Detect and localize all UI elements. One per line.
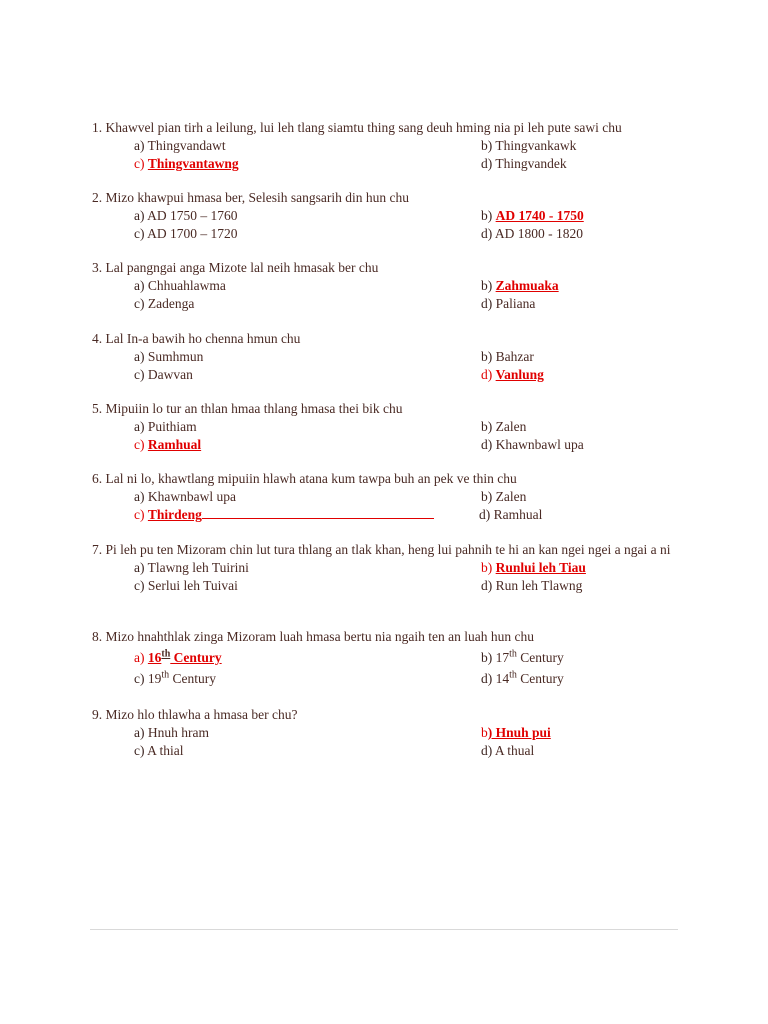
question-6 [92,470,672,524]
option-c: c) 19th Century [134,669,217,686]
option-c-correct: c) Ramhual [134,437,202,452]
option-d: d) Paliana [481,296,536,311]
options-row [92,488,672,506]
option-a-correct: a) 16th Century [134,648,222,665]
question-text: 8. Mizo hnahthlak zinga Mizoram luah hmasa bertu nia ngaih ten an luah hun chu [92,629,534,644]
question-text: 4. Lal In-a bawih ho chenna hmun chu [92,331,301,346]
question-text: 5. Mipuiin lo tur an thlan hmaa thlang hmasa thei bik chu [92,401,403,416]
option-d: d) A thual [481,743,535,758]
options-row [92,225,672,243]
options-row [92,646,672,667]
option-d: d) 14th Century [481,669,564,686]
question-2 [92,189,672,243]
question-text: 2. Mizo khawpui hmasa ber, Selesih sangsarih din hun chu [92,190,410,205]
footer-divider [90,929,678,930]
option-b: b) Zalen [481,489,527,504]
option-b: b) 17th Century [481,648,564,665]
question-4 [92,330,672,384]
option-c: c) A thial [134,743,184,758]
option-a: a) Khawnbawl upa [134,489,236,504]
question-text: 6. Lal ni lo, khawtlang mipuiin hlawh atana kum tawpa buh an pek ve thin chu [92,471,517,486]
option-a: a) Chhuahlawma [134,278,226,293]
question-text: 3. Lal pangngai anga Mizote lal neih hmasak ber chu [92,260,379,275]
options-row [92,207,672,225]
question-text: 7. Pi leh pu ten Mizoram chin lut tura thlang an tlak khan, heng lui pahnih te hi an kan ngei ngei a ngai a ni [92,542,671,557]
options-row [92,436,672,454]
option-a: a) Hnuh hram [134,725,209,740]
options-row [92,506,672,524]
options-row [92,137,672,155]
question-9 [92,706,672,760]
option-b: b) Thingvankawk [481,138,577,153]
option-b: b) Zalen [481,419,527,434]
option-a: a) Puithiam [134,419,197,434]
option-d: d) Ramhual [479,507,543,522]
options-row [92,295,672,313]
question-1 [92,119,672,173]
option-d: d) Khawnbawl upa [481,437,584,452]
option-d: d) Thingvandek [481,156,567,171]
options-row [92,418,672,436]
option-b-correct: b) AD 1740 - 1750 [481,208,584,223]
options-row [92,277,672,295]
options-row [92,742,672,760]
option-d: d) Run leh Tlawng [481,578,583,593]
option-c: c) AD 1700 – 1720 [134,226,238,241]
options-row [92,348,672,366]
question-text: 1. Khawvel pian tirh a leilung, lui leh tlang siamtu thing sang deuh hming nia pi leh pute sawi chu [92,120,622,135]
question-5 [92,400,672,454]
option-c: c) Zadenga [134,296,195,311]
option-b: b) Bahzar [481,349,534,364]
options-row [92,559,672,577]
option-a: a) Thingvandawt [134,138,226,153]
options-row [92,155,672,173]
option-c-correct: c) Thingvantawng [134,156,239,171]
option-a: a) Sumhmun [134,349,204,364]
option-c-correct: c) Thirdeng [134,506,434,524]
option-c: c) Serlui leh Tuivai [134,578,238,593]
fill-blank-line [202,506,434,519]
options-row [92,366,672,384]
options-row [92,667,672,688]
options-row [92,724,672,742]
question-7 [92,541,672,595]
options-row [92,577,672,595]
question-text: 9. Mizo hlo thlawha a hmasa ber chu? [92,707,298,722]
option-d-correct: d) Vanlung [481,367,544,382]
option-c: c) Dawvan [134,367,193,382]
question-3 [92,259,672,313]
option-b-correct: b) Hnuh pui [481,725,551,740]
option-b-correct: b) Runlui leh Tiau [481,560,586,575]
question-8 [92,628,672,688]
option-a: a) Tlawng leh Tuirini [134,560,249,575]
option-b-correct: b) Zahmuaka [481,278,559,293]
option-a: a) AD 1750 – 1760 [134,208,238,223]
option-d: d) AD 1800 - 1820 [481,226,584,241]
